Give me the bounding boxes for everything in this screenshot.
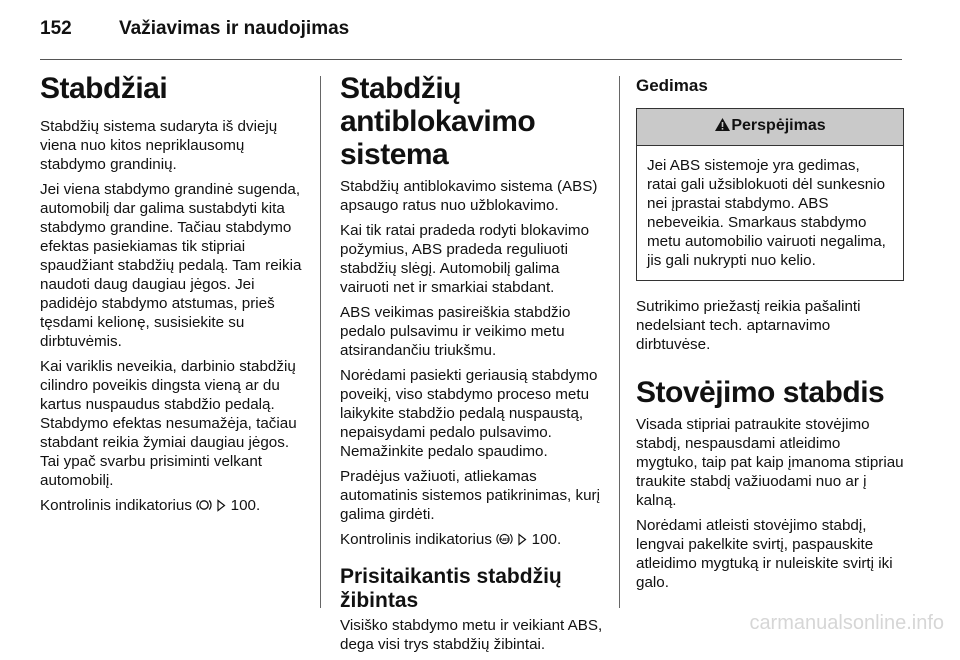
paragraph: Norėdami atleisti stovėjimo stabdį, lengvai pakelkite svirtį, paspauskite atleidimo mygtuką ir nuleiskite svirtį iki galo. bbox=[636, 517, 893, 591]
paragraph: Kai variklis neveikia, darbinio stabdžių cilindro poveikis dingsta vieną ar du kartus nuspaudus stabdžio pedalą. Stabdymo efektas nesumažėja, tačiau stabdant reikia žymiai daugiau jėgos. Tai ypač svarbu prisiminti velkant automobilį. bbox=[40, 358, 297, 489]
section-title: Važiavimas ir naudojimas bbox=[119, 18, 350, 39]
paragraph: Stabdžių sistema sudaryta iš dviejų viena nuo kitos nepriklausomų stabdymo grandinių. bbox=[40, 118, 278, 173]
watermark: carmanualsonline.info bbox=[749, 612, 944, 634]
paragraph-indicator-ref bbox=[340, 530, 605, 551]
page-reference-arrow-icon bbox=[517, 532, 527, 551]
paragraph: Kai tik ratai pradeda rodyti blokavimo požymius, ABS pradeda reguliuoti stabdžių slėgį. Automobilį galima vairuoti net ir smarkiai stabdant. bbox=[340, 222, 590, 296]
paragraph: Norėdami pasiekti geriausią stabdymo poveikį, viso stabdymo proceso metu laikykite stabdžio pedalą nuspaustą, nepaisydami pedalo pulsavimo. Nemažinkite pedalo spaudimo. bbox=[340, 367, 598, 460]
page-reference[interactable]: 100. bbox=[230, 497, 261, 514]
paragraph: ABS veikimas pasireiškia stabdžio pedalo pulsavimu ir veikimo metu atsirandančiu triukšmu. bbox=[340, 304, 571, 359]
column-abs bbox=[340, 72, 605, 660]
header-divider bbox=[40, 59, 902, 60]
paragraph: Visiško stabdymo metu ir veikiant ABS, dega visi trys stabdžių žibintai. bbox=[340, 617, 603, 653]
column-brakes bbox=[40, 72, 304, 523]
column-divider bbox=[619, 76, 620, 608]
page-header bbox=[40, 18, 349, 40]
heading-abs: Stabdžių antiblokavimo sistema bbox=[340, 72, 536, 171]
warning-body bbox=[637, 146, 903, 280]
paragraph: Stabdžių antiblokavimo sistema (ABS) apsaugo ratus nuo užblokavimo. bbox=[340, 178, 598, 214]
svg-text:ABS: ABS bbox=[499, 536, 510, 542]
indicator-label: Kontrolinis indikatorius bbox=[40, 497, 192, 514]
page-reference[interactable]: 100. bbox=[531, 531, 562, 548]
warning-header bbox=[637, 109, 903, 146]
paragraph: Pradėjus važiuoti, atliekamas automatinis sistemos patikrinimas, kurį galima girdėti. bbox=[340, 468, 600, 523]
brake-warning-icon bbox=[196, 498, 212, 517]
warning-triangle-icon bbox=[714, 117, 731, 137]
heading-brakes: Stabdžiai bbox=[40, 72, 168, 105]
column-divider bbox=[320, 76, 321, 608]
paragraph: Jei viena stabdymo grandinė sugenda, automobilį dar galima sustabdyti kita stabdymo grandine. Tačiau stabdymo efektas pasiekiamas tik stipriai spaudžiant stabdžių pedalą. Tam reikia naudoti daug daugiau jėgos. Jei padidėjo stabdymo atstumas, prieš tęsdami kelionę, susisiekite su dirbtuvėmis. bbox=[40, 181, 302, 350]
column-fault-parking bbox=[636, 72, 904, 598]
page-reference-arrow-icon bbox=[216, 498, 226, 517]
abs-icon bbox=[496, 532, 513, 551]
indicator-label: Kontrolinis indikatorius bbox=[340, 531, 492, 548]
paragraph-indicator-ref bbox=[40, 496, 304, 517]
heading-parking-brake: Stovėjimo stabdis bbox=[636, 376, 885, 409]
warning-box bbox=[636, 108, 904, 281]
heading-fault: Gedimas bbox=[636, 76, 708, 95]
paragraph: Visada stipriai patraukite stovėjimo stabdį, nespausdami atleidimo mygtuko, taip pat kaip įmanoma stipriau traukite stabdį važiuodami nuo ar į kalną. bbox=[636, 416, 904, 509]
warning-title: Perspėjimas bbox=[731, 117, 826, 134]
warning-text: Jei ABS sistemoje yra gedimas, ratai gali užsiblokuoti dėl sunkesnio nei įprastai stabdymo. ABS nebeveikia. Smarkaus stabdymo metu automobilio vairuoti negalima, jis gali nukrypti nuo kelio. bbox=[647, 157, 886, 269]
paragraph: Sutrikimo priežastį reikia pašalinti nedelsiant tech. aptarnavimo dirbtuvėse. bbox=[636, 298, 861, 353]
heading-adaptive-brake-light: Prisitaikantis stabdžių žibintas bbox=[340, 565, 562, 612]
page-number: 152 bbox=[40, 18, 72, 39]
